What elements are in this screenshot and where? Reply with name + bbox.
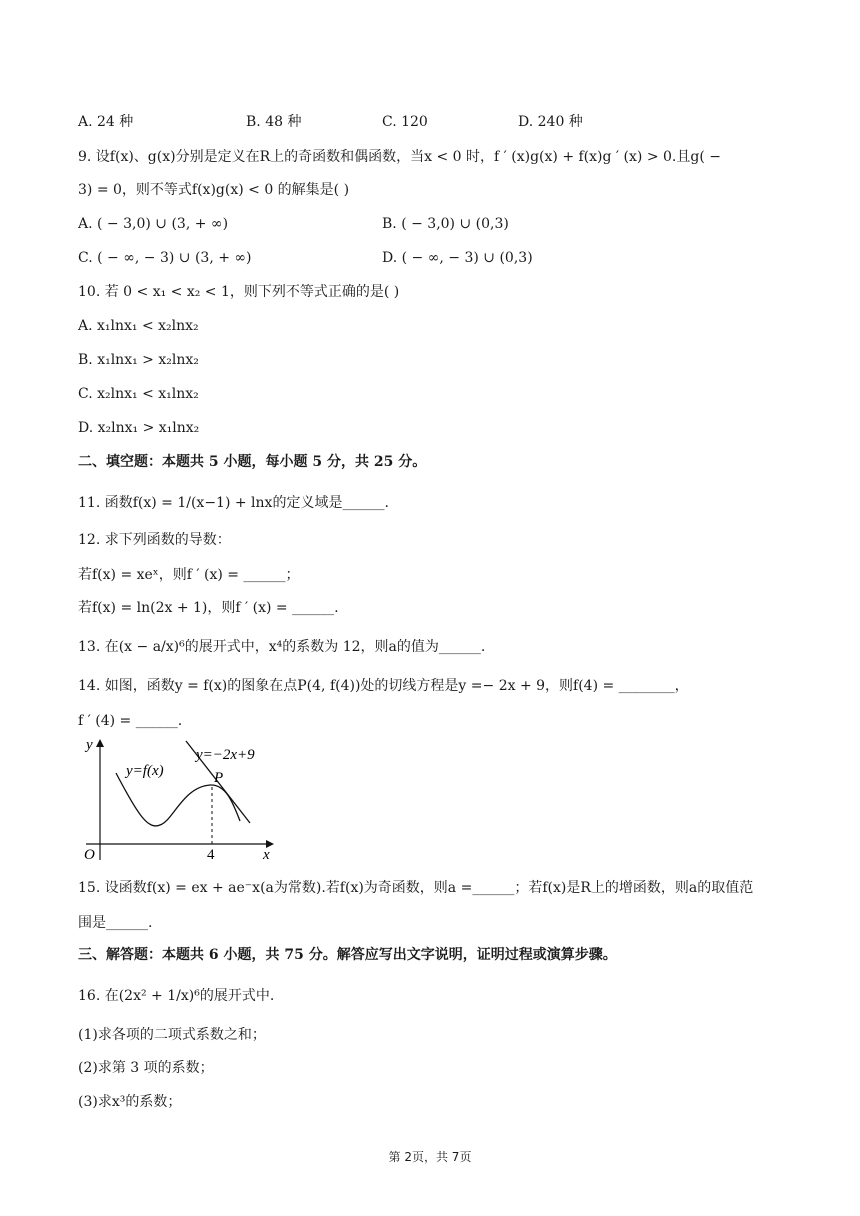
q12-stem: 12. 求下列函数的导数： xyxy=(78,532,231,548)
page-footer: 第 2页，共 7页 xyxy=(388,1150,472,1164)
q10-option-a: A. x₁lnx₁ < x₂lnx₂ xyxy=(78,318,199,334)
q9-stem-line1: 9. 设f(x)、g(x)分别是定义在R上的奇函数和偶函数，当x < 0 时，f ′ (x)g(x) + f(x)g ′ (x) > 0.且g( − xyxy=(78,149,721,165)
q10-option-d: D. x₂lnx₁ > x₁lnx₂ xyxy=(78,420,200,436)
x-axis-label: x xyxy=(263,847,270,863)
q8-option-a: A. 24 种 xyxy=(78,114,134,130)
origin-label: O xyxy=(84,847,95,863)
q14-stem-line1: 14. 如图，函数y = f(x)的图象在点P(4, f(4))处的切线方程是y =− 2x + 9，则f(4) = ________， xyxy=(78,678,689,694)
q15-stem-line1: 15. 设函数f(x) = ex + ae⁻x(a为常数).若f(x)为奇函数，则a =______；若f(x)是R上的增函数，则a的取值范 xyxy=(78,880,754,896)
q8-option-c: C. 120 xyxy=(382,114,428,130)
q16-part-1: (1)求各项的二项式系数之和； xyxy=(78,1027,266,1043)
q10-option-b: B. x₁lnx₁ > x₂lnx₂ xyxy=(78,352,199,368)
curve-label: y=f(x) xyxy=(126,763,164,779)
tangent-label: y=−2x+9 xyxy=(196,747,255,763)
q9-option-d: D. ( − ∞, − 3) ∪ (0,3) xyxy=(382,250,533,266)
q14-stem-line2: f ′ (4) = ______. xyxy=(78,713,183,729)
q16-part-2: (2)求第 3 项的系数； xyxy=(78,1060,214,1076)
y-axis-label: y xyxy=(86,737,93,753)
q14-function-graph xyxy=(78,735,278,865)
q8-option-d: D. 240 种 xyxy=(518,114,583,130)
section-solution-heading: 三、解答题：本题共 6 小题，共 75 分。解答应写出文字说明，证明过程或演算步骤。 xyxy=(78,947,617,963)
y-axis-arrow xyxy=(96,739,104,747)
q9-stem-line2: 3) = 0，则不等式f(x)g(x) < 0 的解集是( ) xyxy=(78,182,350,198)
q10-option-c: C. x₂lnx₁ < x₁lnx₂ xyxy=(78,386,199,402)
q16-stem: 16. 在(2x² + 1/x)⁶的展开式中. xyxy=(78,988,275,1004)
q8-option-b: B. 48 种 xyxy=(246,114,302,130)
q13-stem: 13. 在(x − a/x)⁶的展开式中，x⁴的系数为 12，则a的值为______. xyxy=(78,639,486,655)
point-p-label: P xyxy=(214,770,224,786)
q10-stem: 10. 若 0 < x₁ < x₂ < 1，则下列不等式正确的是( ) xyxy=(78,284,400,300)
q9-option-c: C. ( − ∞, − 3) ∪ (3, + ∞) xyxy=(78,250,252,266)
q12-part-b: 若f(x) = ln(2x + 1)，则f ′ (x) = ______. xyxy=(78,600,339,616)
q12-part-a: 若f(x) = xeˣ，则f ′ (x) = ______； xyxy=(78,567,300,583)
q16-part-3: (3)求x³的系数； xyxy=(78,1094,182,1110)
section-fill-in-heading: 二、填空题：本题共 5 小题，每小题 5 分，共 25 分。 xyxy=(78,454,427,470)
q9-option-b: B. ( − 3,0) ∪ (0,3) xyxy=(382,216,509,232)
q15-stem-line2: 围是______. xyxy=(78,915,153,931)
q9-option-a: A. ( − 3,0) ∪ (3, + ∞) xyxy=(78,216,229,232)
tick-4-label: 4 xyxy=(207,847,215,863)
q11-stem: 11. 函数f(x) = 1/(x−1) + lnx的定义域是______. xyxy=(78,495,389,511)
